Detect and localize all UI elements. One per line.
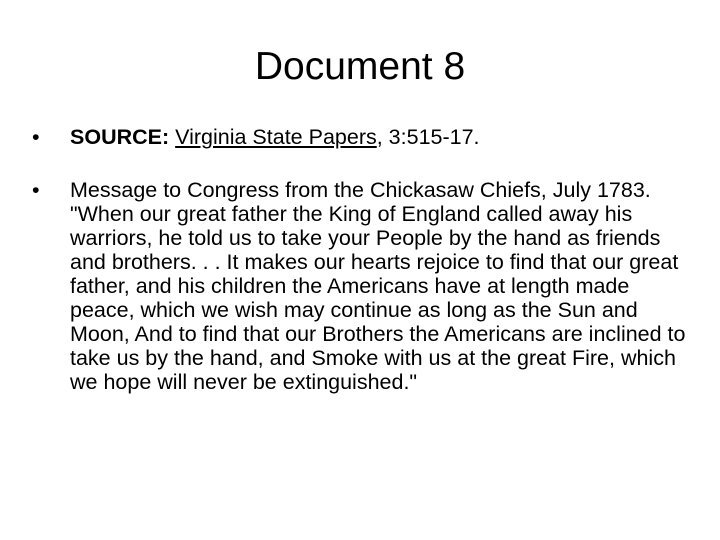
quote-text: Message to Congress from the Chickasaw Chiefs, July 1783. "When our great father the King of England called away his warriors, he told us to take your People by the hand as friends and brothers. . . It makes our hearts rejoice to find that our great father, and his children the Americans have at length made peace, which we wish may continue as long as the Sun and Moon, And to find that our Brothers the Americans are inclined to take us by the hand, and Smoke with us at the great Fire, which we hope will never be extinguished."	[70, 178, 686, 394]
slide-title: Document 8	[254, 45, 466, 88]
source-bullet	[32, 125, 692, 149]
bullet-list	[32, 125, 692, 394]
quote-bullet	[32, 178, 692, 394]
source-citation: , 3:515-17.	[376, 125, 480, 149]
source-label: SOURCE:	[70, 125, 170, 149]
source-title: Virginia State Papers	[175, 125, 377, 149]
bullet-marker: •	[32, 125, 40, 149]
bullet-marker: •	[32, 178, 40, 202]
